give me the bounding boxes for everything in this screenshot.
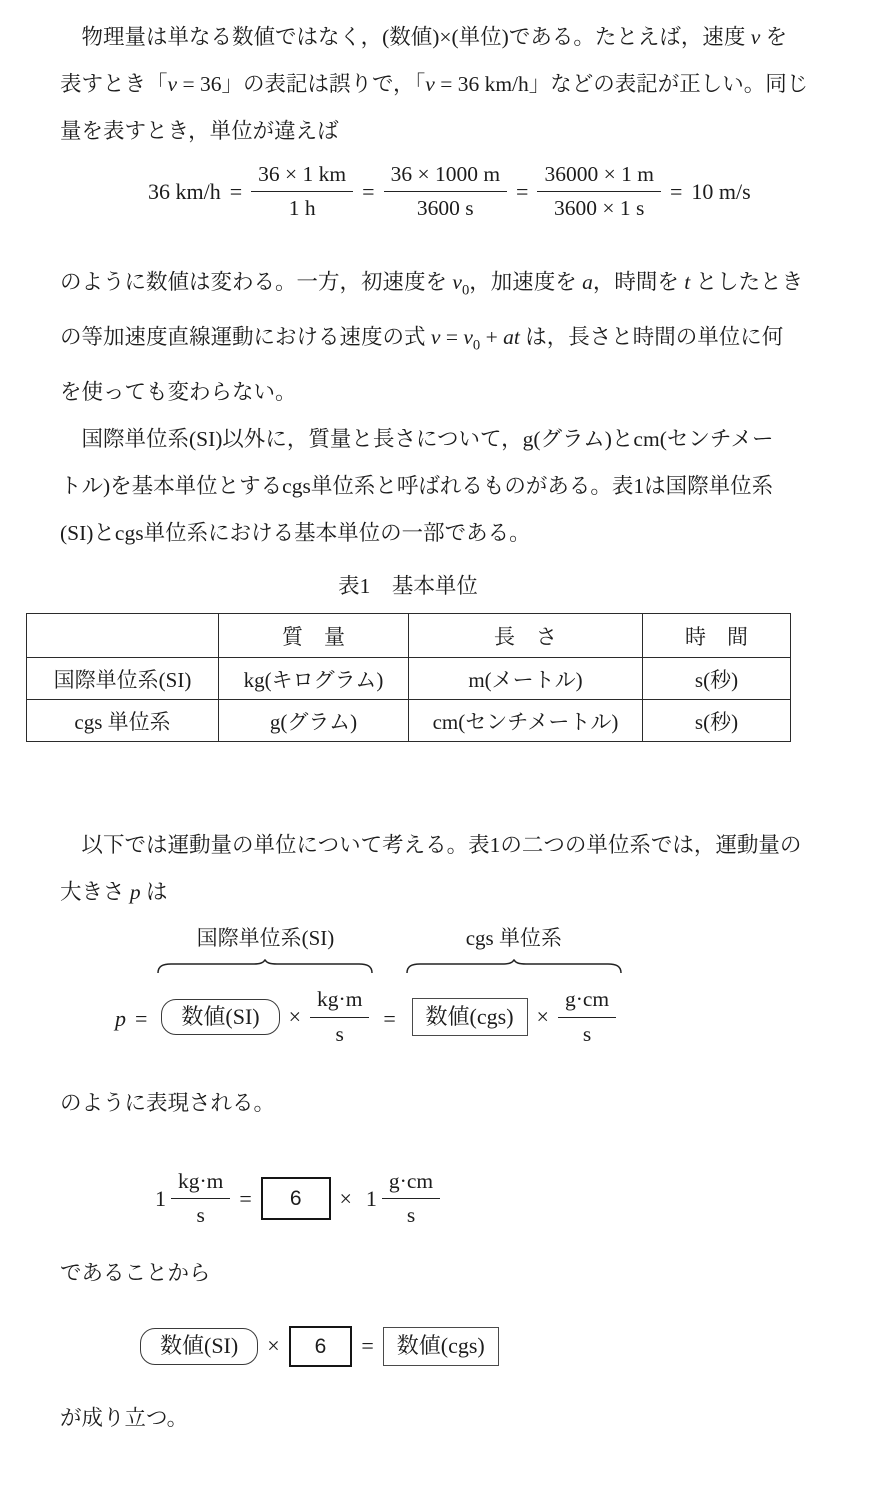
- text-run: 以下では運動量の単位について考える。表1の二つの単位系では，運動量の: [81, 833, 802, 858]
- text-run: 量を表すとき，単位が違えば: [60, 119, 339, 143]
- equals-sign: =: [361, 1333, 374, 1359]
- text-line: [60, 510, 824, 557]
- numerator: 36000 × 1 m: [537, 161, 660, 192]
- denominator: 3600 s: [416, 196, 474, 221]
- fraction: [384, 161, 507, 223]
- text-run: を使っても変わらない。: [60, 380, 297, 405]
- table-cell: kg(キログラム): [219, 658, 409, 700]
- fraction: [382, 1168, 440, 1230]
- paragraph-2: [60, 259, 824, 417]
- table-header-cell: [27, 614, 219, 658]
- text-run: = 36」の表記は誤りで，「: [177, 72, 426, 96]
- overbrace-icon: [156, 959, 374, 974]
- equation-unit-conversion: [150, 1168, 824, 1230]
- math-var: v: [463, 325, 473, 350]
- table-cell: s(秒): [643, 700, 791, 742]
- label-si-system: 国際単位系(SI): [196, 926, 335, 951]
- text-run: ，時間を: [592, 269, 685, 294]
- times-sign: ×: [267, 1333, 280, 1359]
- equals-sign: =: [229, 178, 243, 204]
- value-cgs-box: 数値(cgs): [412, 998, 528, 1037]
- table-cell: cgs 単位系: [27, 700, 219, 742]
- fraction: [251, 161, 353, 223]
- text-run: 国際単位系(SI)以外に，質量と長さについて，g(グラム)とcm(センチメー: [81, 427, 774, 452]
- table-cell: g(グラム): [219, 700, 409, 742]
- table-cell: m(メートル): [409, 658, 643, 700]
- text-run: 物理量は単なる数値ではなく，(数値)×(単位)である。たとえば，速度: [81, 25, 751, 49]
- fraction: [171, 1168, 230, 1230]
- text-run: +: [480, 325, 504, 350]
- equation-final-relation: [140, 1326, 824, 1367]
- text-line: [60, 1395, 824, 1442]
- numerator: g·cm: [558, 986, 616, 1017]
- equals-sign: =: [239, 1185, 252, 1211]
- equation-momentum-units: [115, 924, 824, 1048]
- text-run: は，長さと時間の単位に何: [519, 325, 784, 350]
- fraction: [558, 986, 616, 1048]
- coefficient: 1: [155, 1185, 166, 1211]
- table-row: [27, 658, 791, 700]
- table-cell: s(秒): [643, 658, 791, 700]
- fraction: [537, 161, 660, 223]
- text-run: のように数値は変わる。一方，初速度を: [60, 269, 453, 294]
- math-var: v: [425, 72, 435, 96]
- denominator: s: [335, 1021, 344, 1046]
- math-sub: 0: [461, 282, 470, 299]
- text-line: [60, 14, 824, 61]
- math-var: p: [115, 1006, 126, 1032]
- denominator: 1 h: [288, 196, 316, 221]
- text-run: トル)を基本単位とするcgs単位系と呼ばれるものがある。表1は国際単位系: [60, 474, 774, 499]
- numerator: g·cm: [382, 1168, 440, 1199]
- cgs-expression: [412, 986, 617, 1048]
- math-var: at: [503, 325, 520, 350]
- table-title: 表1 基本単位: [338, 574, 478, 599]
- text-line: [60, 869, 824, 916]
- table-header-cell: 時 間: [643, 614, 791, 658]
- denominator: s: [406, 1203, 416, 1228]
- text-run: としたとき: [690, 269, 804, 294]
- paragraph-1: [60, 14, 824, 155]
- math-sub: 0: [472, 337, 481, 354]
- value-si-box: 数値(SI): [140, 1328, 258, 1365]
- math-var: t: [684, 269, 691, 294]
- equation-rhs: 10 m/s: [691, 178, 751, 204]
- equals-sign: =: [383, 1006, 396, 1032]
- text-run: を: [760, 25, 788, 49]
- text-line: [60, 416, 824, 463]
- math-var: v: [750, 25, 761, 49]
- text-run: = 36 km/h」などの表記が正しい。同じ: [434, 72, 809, 96]
- answer-box-6: 6: [289, 1326, 353, 1367]
- text-line: [60, 369, 824, 416]
- text-line: [60, 61, 824, 108]
- text-run: ，加速度を: [469, 269, 583, 294]
- denominator: s: [196, 1203, 205, 1228]
- table-basic-units: [26, 613, 791, 742]
- text-line: [60, 259, 824, 314]
- numerator: kg·m: [171, 1168, 230, 1199]
- text-run: 大きさ: [60, 880, 130, 905]
- table-header-cell: 質 量: [219, 614, 409, 658]
- text-run: は: [140, 880, 168, 905]
- text-run: のように表現される。: [60, 1091, 276, 1116]
- text-line: [60, 314, 824, 369]
- text-run: (SI)とcgs単位系における基本単位の一部である。: [60, 521, 531, 546]
- value-cgs-box: 数値(cgs): [383, 1327, 499, 1366]
- answer-box-6: 6: [261, 1177, 331, 1220]
- math-var: v: [167, 72, 178, 96]
- equation-speed-conversion: [148, 161, 824, 223]
- value-si-box: 数値(SI): [161, 999, 279, 1036]
- text-line: [60, 463, 824, 510]
- text-run: 表すとき「: [60, 72, 168, 96]
- numerator: kg·m: [310, 986, 369, 1017]
- equals-sign: =: [135, 1006, 148, 1032]
- text-line: [60, 108, 824, 155]
- numerator: 36 × 1000 m: [384, 161, 507, 192]
- math-var: p: [129, 880, 141, 905]
- table-header-row: [27, 614, 791, 658]
- text-run: が成り立つ。: [60, 1405, 189, 1430]
- numerator: 36 × 1 km: [251, 161, 353, 192]
- table-cell: 国際単位系(SI): [27, 658, 219, 700]
- table-header-cell: 長 さ: [409, 614, 643, 658]
- fraction: [310, 986, 369, 1048]
- coefficient: 1: [365, 1185, 377, 1211]
- table-row: [27, 700, 791, 742]
- equals-sign: =: [362, 178, 375, 204]
- equals-sign: =: [516, 178, 529, 204]
- text-run: であることから: [60, 1260, 211, 1285]
- times-sign: ×: [288, 1004, 302, 1030]
- table-cell: cm(センチメートル): [409, 700, 643, 742]
- times-sign: ×: [536, 1004, 549, 1030]
- si-unit-group: [156, 924, 374, 1048]
- text-run: の等加速度直線運動における速度の式: [60, 325, 431, 350]
- paragraph-4: [60, 822, 824, 916]
- math-var: a: [582, 269, 593, 294]
- text-line: [60, 822, 824, 869]
- math-var: v: [430, 325, 441, 350]
- text-run: =: [440, 325, 464, 350]
- equals-sign: =: [669, 178, 683, 204]
- equation-lhs: 36 km/h: [148, 178, 221, 204]
- math-var: v: [452, 269, 462, 294]
- denominator: s: [582, 1021, 592, 1046]
- label-cgs-system: cgs 単位系: [465, 926, 562, 951]
- text-line: [60, 1250, 824, 1297]
- cgs-unit-group: [405, 924, 623, 1048]
- times-sign: ×: [339, 1185, 352, 1211]
- overbrace-icon: [405, 959, 623, 974]
- si-expression: [161, 986, 369, 1048]
- text-line: [60, 1080, 824, 1127]
- denominator: 3600 × 1 s: [554, 196, 645, 221]
- paragraph-3: [60, 416, 824, 557]
